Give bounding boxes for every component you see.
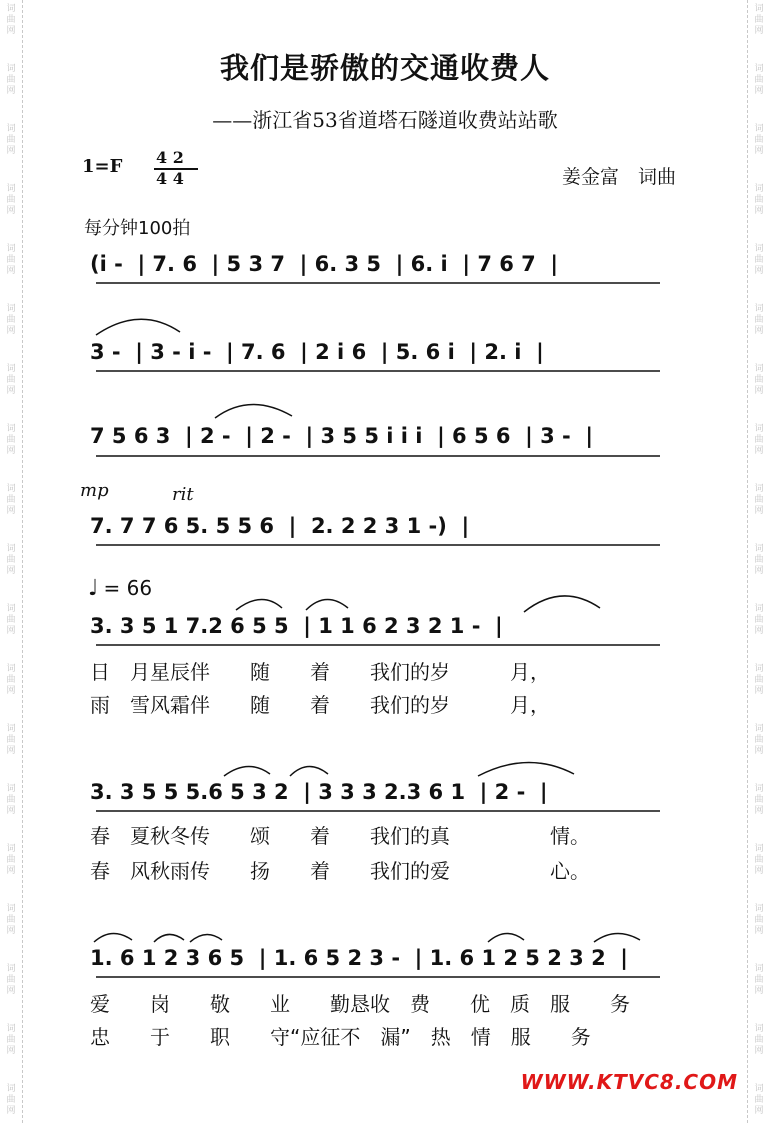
time-signature-top: 4 2 (156, 148, 184, 167)
tempo-text: 每分钟100拍 (84, 218, 191, 239)
slur-row7-d (488, 933, 524, 942)
lyric-line-1: 日 月星辰伴 随 着 我们的岁 月， (90, 660, 550, 684)
watermark-text: 词 曲 网 (6, 1084, 16, 1116)
watermark-text: 词 曲 网 (754, 604, 764, 636)
watermark-text: 词 曲 网 (754, 304, 764, 336)
watermark-text: 词 曲 网 (754, 1084, 764, 1116)
composer-credit: 姜金富 词曲 (562, 166, 677, 188)
slur-row5-b (306, 599, 348, 610)
watermark-text: 词 曲 网 (754, 844, 764, 876)
lyric-line-6: 忠 于 职 守“应征不 漏” 热 情 服 务 (90, 1025, 591, 1049)
rit-mark: rit (172, 484, 194, 505)
watermark-text: 词 曲 网 (6, 964, 16, 996)
watermark-text: 词 曲 网 (754, 544, 764, 576)
slur-row6-c (478, 762, 574, 776)
song-subtitle: ——浙江省53省道塔石隧道收费站站歌 (212, 108, 558, 132)
slur-row7-a (94, 933, 132, 942)
watermark-text: 词 曲 网 (754, 364, 764, 396)
slur-row6-a (224, 766, 270, 776)
watermark-text: 词 曲 网 (754, 784, 764, 816)
score-row-1: (i - | 7. 6 | 5 3 7 | 6. 3 5 | 6. i | 7 6 7 | (90, 252, 559, 276)
score-row-3: 7 5 6 3 | 2 - | 2 - | 3 5 5 i i i | 6 5 6 | 3 - | (90, 424, 594, 448)
watermark-text: 词 曲 网 (6, 124, 16, 156)
score-row-2: 3 - | 3 - i - | 7. 6 | 2 i 6 | 5. 6 i | 2. i | (90, 340, 544, 364)
slur-row7-c (190, 934, 222, 942)
lyric-line-4: 春 风秋雨传 扬 着 我们的爱 心。 (90, 859, 590, 883)
watermark-text: 词 曲 网 (6, 544, 16, 576)
slur-row7-e (594, 933, 640, 942)
watermark-text: 词 曲 网 (754, 184, 764, 216)
quarter-note-icon: ♩ (88, 576, 99, 601)
watermark-text: 词 曲 网 (6, 364, 16, 396)
watermark-text: 词 曲 网 (6, 604, 16, 636)
watermark-text: 词 曲 网 (6, 664, 16, 696)
watermark-text: 词 曲 网 (6, 1024, 16, 1056)
watermark-text: 词 曲 网 (6, 484, 16, 516)
watermark-text: 词 曲 网 (754, 484, 764, 516)
key-signature: 1=F (82, 156, 123, 177)
slur-row5-c (524, 596, 600, 612)
watermark-text: 词 曲 网 (754, 664, 764, 696)
lyric-line-5: 爱 岗 敬 业 勤恳收 费 优 质 服 务 (90, 992, 630, 1016)
watermark-text: 词 曲 网 (6, 184, 16, 216)
time-signature-bottom: 4 4 (156, 169, 184, 188)
score-row-5: 3. 3 5 1 7.2 6 5 5 | 1 1 6 2 3 2 1 - | (90, 614, 503, 638)
footer-site-link[interactable]: WWW.KTVC8.COM (520, 1070, 738, 1094)
slur-row5-a (236, 599, 282, 610)
watermark-text: 词 曲 网 (754, 904, 764, 936)
watermark-text: 词 曲 网 (6, 724, 16, 756)
watermark-text: 词 曲 网 (6, 304, 16, 336)
watermark-text: 词 曲 网 (754, 244, 764, 276)
song-title: 我们是骄傲的交通收费人 (219, 51, 550, 85)
metronome-value: = 66 (103, 576, 153, 600)
watermark-text: 词 曲 网 (754, 124, 764, 156)
watermark-text: 词 曲 网 (6, 64, 16, 96)
slur-row7-b (154, 934, 184, 942)
slur-row3-a (215, 404, 292, 418)
score-row-4: 7. 7 7 6 5. 5 5 6 | 2. 2 2 3 1 -) | (90, 514, 470, 538)
score-row-6: 3. 3 5 5 5.6 5 3 2 | 3 3 3 2.3 6 1 | 2 - | (90, 780, 548, 804)
watermark-text: 词 曲 网 (754, 724, 764, 756)
watermark-text: 词 曲 网 (754, 1024, 764, 1056)
watermark-text: 词 曲 网 (6, 4, 16, 36)
watermark-text: 词 曲 网 (754, 424, 764, 456)
watermark-text: 词 曲 网 (6, 244, 16, 276)
watermark-text: 词 曲 网 (6, 904, 16, 936)
watermark-text: 词 曲 网 (6, 424, 16, 456)
lyric-line-2: 雨 雪风霜伴 随 着 我们的岁 月， (90, 693, 550, 717)
watermark-text: 词 曲 网 (754, 4, 764, 36)
watermark-text: 词 曲 网 (754, 64, 764, 96)
watermark-text: 词 曲 网 (6, 784, 16, 816)
watermark-text: 词 曲 网 (754, 964, 764, 996)
score-row-7: 1. 6 1 2 3 6 5 | 1. 6 5 2 3 - | 1. 6 1 2 5 2 3 2 | (90, 946, 628, 970)
slur-row6-b (290, 766, 328, 776)
lyric-line-3: 春 夏秋冬传 颂 着 我们的真 情。 (90, 824, 590, 848)
slur-row2-a (96, 319, 180, 335)
watermark-text: 词 曲 网 (6, 844, 16, 876)
dynamic-mark: mp (80, 480, 109, 501)
